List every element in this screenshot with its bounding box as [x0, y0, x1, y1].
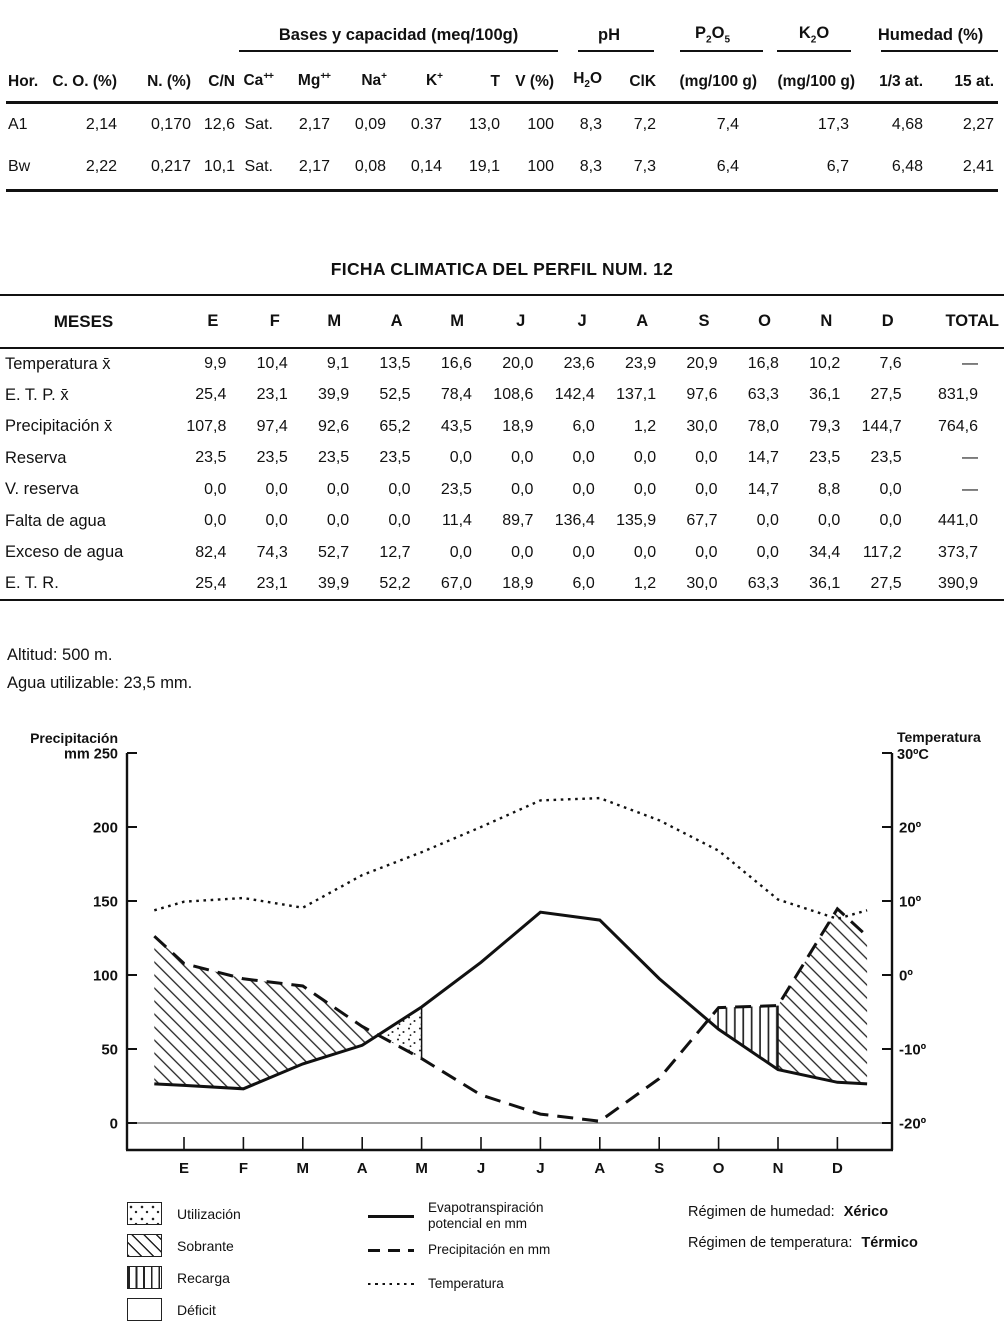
group-header-row — [6, 6, 998, 52]
table-cell: 0,0 — [572, 480, 595, 498]
climate-table — [0, 294, 1004, 601]
regime-line — [688, 1235, 918, 1251]
legend-area-entry — [127, 1234, 241, 1257]
table-cell: 79,3 — [809, 417, 841, 435]
table-cell: 0,0 — [756, 543, 779, 561]
legend-regimes — [688, 1204, 918, 1266]
group-ph-label: pH — [598, 26, 621, 44]
table-cell: 74,3 — [256, 543, 288, 561]
chart-legend — [0, 1196, 1004, 1341]
legend-swatch — [127, 1266, 162, 1289]
table-cell: 20,9 — [686, 355, 718, 373]
table-cell: 7,6 — [879, 355, 902, 373]
climate-table-body — [0, 348, 1004, 600]
table-cell: 0,0 — [449, 449, 472, 467]
legend-line-label — [428, 1242, 550, 1259]
table-cell: 2,27 — [962, 115, 995, 133]
climate-chart — [0, 718, 1004, 1188]
table-cell: 0,08 — [354, 158, 386, 176]
temperature-line — [154, 798, 867, 919]
legend-area-label: Recarga — [177, 1269, 230, 1286]
table-cell: 23,5 — [809, 449, 841, 467]
table-cell: 13,0 — [468, 115, 500, 133]
table-cell: 16,8 — [747, 355, 779, 373]
table-cell: 36,1 — [809, 574, 841, 592]
col-cn: C/N — [195, 52, 239, 102]
climate-table-row — [0, 443, 1004, 475]
table-cell: 108,6 — [493, 386, 534, 404]
col-ca: Ca++ — [239, 52, 277, 102]
table-cell: 8,8 — [818, 480, 841, 498]
table-cell: 12,6 — [203, 115, 235, 133]
table-cell: 7,4 — [716, 115, 740, 133]
table-cell: 0,0 — [633, 543, 657, 561]
table-cell: 39,9 — [318, 574, 350, 592]
climate-table-row — [0, 380, 1004, 412]
table-cell: 0,0 — [204, 512, 227, 530]
climate-table-row — [0, 474, 1004, 506]
climate-table-row — [0, 411, 1004, 443]
legend-swatch — [127, 1298, 162, 1321]
month-label: O — [712, 1160, 725, 1177]
table-cell: 0,0 — [879, 512, 902, 530]
table-cell: 23,5 — [256, 449, 288, 467]
legend-line-entry — [368, 1199, 550, 1233]
col-na: Na+ — [334, 52, 390, 102]
table-cell: 13,5 — [379, 355, 411, 373]
col-month: A — [597, 295, 658, 348]
table-cell: 19,1 — [468, 158, 500, 176]
group-p2o5-label: $P_2O_5$ — [695, 23, 731, 45]
left-tick-label: 100 — [92, 967, 118, 985]
table-cell: 0,0 — [633, 449, 657, 467]
table-cell: 117,2 — [862, 543, 902, 561]
table-cell: 27,5 — [870, 386, 902, 404]
col-k: K+ — [390, 52, 446, 102]
table-cell: 25,4 — [195, 574, 227, 592]
table-cell: 6,48 — [891, 158, 924, 176]
table-cell: 0.37 — [410, 115, 442, 133]
table-cell: 0,0 — [326, 480, 350, 498]
col-v: V (%) — [504, 52, 558, 102]
table-cell: 27,5 — [870, 574, 902, 592]
climate-table-title: FICHA CLIMATICA DEL PERFIL NUM. 12 — [330, 259, 674, 279]
table-cell: 6,7 — [826, 158, 850, 176]
cell-total: — — [962, 480, 978, 498]
col-n: N. (%) — [121, 52, 195, 102]
table-cell: 11,4 — [442, 512, 472, 530]
table-cell: 8,3 — [579, 115, 603, 133]
area-recarga — [708, 1006, 778, 1070]
table-cell: 10,4 — [256, 355, 288, 373]
table-cell: 10,1 — [203, 158, 235, 176]
table-cell: 0,0 — [449, 543, 472, 561]
col-month: N — [781, 295, 842, 348]
soil-table-body — [6, 102, 998, 190]
climate-header-row — [0, 295, 1004, 348]
table-cell: 2,14 — [85, 115, 117, 133]
table-cell: 20,0 — [502, 355, 534, 373]
legend-line-label-1: Precipitación en mm — [428, 1241, 551, 1257]
area-utilizacion — [378, 1007, 422, 1059]
climate-table-row — [0, 506, 1004, 538]
table-cell: 0,0 — [511, 449, 534, 467]
legend-line-label-2: potencial en mm — [428, 1216, 528, 1231]
table-cell: 39,9 — [318, 386, 350, 404]
table-cell: 0,09 — [354, 115, 386, 133]
table-cell: 136,4 — [554, 512, 595, 530]
regime-label: Régimen de humedad: — [688, 1204, 835, 1220]
table-cell: 0,0 — [388, 480, 411, 498]
month-label: S — [654, 1160, 665, 1177]
legend-line-label-1: Evapotranspiración — [428, 1199, 544, 1215]
table-cell: Sat. — [244, 115, 273, 133]
table-cell: 1,2 — [633, 574, 657, 592]
col-co: C. O. (%) — [46, 52, 121, 102]
legend-line-entry — [368, 1233, 550, 1267]
left-tick-label: 0 — [109, 1115, 118, 1133]
month-label: A — [594, 1160, 606, 1177]
table-cell: 7,2 — [633, 115, 657, 133]
col-month: D — [842, 295, 903, 348]
table-cell: 0,14 — [410, 158, 442, 176]
table-cell: 0,217 — [150, 158, 191, 176]
note-usable-water: Agua utilizable: 23,5 mm. — [7, 674, 193, 692]
left-tick-label: 200 — [92, 819, 118, 837]
month-label: M — [296, 1160, 310, 1177]
table-cell: 78,0 — [747, 417, 779, 435]
regime-value: Térmico — [861, 1235, 918, 1251]
col-15at: 15 at. — [927, 52, 998, 102]
right-tick-label: -20º — [899, 1115, 927, 1133]
month-label: A — [356, 1160, 368, 1177]
month-label: M — [415, 1160, 428, 1177]
legend-area-entry — [127, 1298, 241, 1321]
legend-areas — [127, 1202, 241, 1330]
soil-analysis-table — [6, 6, 998, 192]
legend-line-label — [428, 1200, 544, 1233]
col-h2o: $H_2O$ — [558, 52, 606, 102]
table-cell: 52,7 — [318, 543, 350, 561]
table-cell: 0,0 — [818, 512, 841, 530]
group-bases-label: Bases y capacidad (meq/100g) — [278, 26, 519, 44]
table-cell: 89,7 — [502, 512, 534, 530]
table-cell: 16,6 — [440, 355, 472, 373]
month-label: N — [772, 1160, 784, 1177]
table-cell: 0,0 — [695, 480, 718, 498]
table-cell: 23,5 — [379, 449, 411, 467]
group-humedad-label: Humedad (%) — [877, 26, 984, 44]
table-cell: 4,68 — [891, 115, 924, 133]
legend-line-label-1: Temperatura — [428, 1275, 504, 1291]
table-cell: 0,0 — [265, 512, 288, 530]
table-cell: 6,0 — [572, 417, 595, 435]
month-label: D — [831, 1160, 843, 1177]
right-tick-label: 10º — [899, 893, 922, 911]
table-cell: 18,9 — [502, 417, 534, 435]
table-cell: 14,7 — [747, 480, 779, 498]
right-tick-label: -10º — [899, 1041, 927, 1059]
table-cell: 100 — [527, 115, 555, 133]
cell-total: 390,9 — [937, 574, 978, 592]
row-label: V. reserva — [5, 480, 79, 499]
col-month: J — [535, 295, 596, 348]
table-cell: 67,0 — [440, 574, 472, 592]
table-cell: 17,3 — [817, 115, 850, 133]
col-month: S — [658, 295, 719, 348]
table-cell: 65,2 — [379, 417, 411, 435]
legend-swatch — [127, 1202, 162, 1225]
soil-table-row — [6, 102, 998, 146]
table-cell: 7,3 — [633, 158, 657, 176]
group-spacer — [6, 6, 239, 52]
table-cell: 9,9 — [204, 355, 227, 373]
table-cell: 97,6 — [686, 386, 718, 404]
col-mg: Mg++ — [277, 52, 334, 102]
table-cell: 8,3 — [579, 158, 603, 176]
month-label: E — [178, 1160, 190, 1177]
col-13at: 1/3 at. — [863, 52, 927, 102]
group-k2o — [765, 6, 863, 52]
table-cell: 1,2 — [633, 417, 657, 435]
area-sobrante-invierno — [154, 936, 378, 1089]
legend-line-sample — [368, 1249, 414, 1252]
group-p2o5 — [660, 6, 765, 52]
legend-area-label: Sobrante — [177, 1237, 234, 1254]
table-cell: 63,3 — [747, 574, 779, 592]
table-cell: 107,8 — [186, 417, 227, 435]
left-tick-label: 50 — [101, 1041, 118, 1059]
table-cell: 52,5 — [379, 386, 411, 404]
table-cell: 2,17 — [298, 115, 330, 133]
table-cell: 10,2 — [809, 355, 841, 373]
row-label: E. T. P. x̄ — [5, 385, 69, 404]
legend-line-sample — [368, 1215, 414, 1218]
table-cell: 23,5 — [440, 480, 472, 498]
table-cell: Sat. — [244, 158, 273, 176]
legend-line-entry — [368, 1267, 550, 1301]
table-cell: 14,7 — [747, 449, 779, 467]
month-label: J — [476, 1160, 486, 1177]
legend-lines — [368, 1199, 550, 1301]
table-cell: 0,0 — [756, 512, 779, 530]
right-axis-unit: 30ºC — [897, 747, 929, 763]
cell-total: 441,0 — [937, 512, 978, 530]
row-label: Exceso de agua — [5, 543, 124, 562]
climate-table-row — [0, 569, 1004, 601]
legend-line-sample — [368, 1283, 414, 1286]
table-cell: 9,1 — [326, 355, 350, 373]
table-cell: 23,5 — [318, 449, 350, 467]
right-tick-label: 20º — [899, 819, 922, 837]
left-axis-unit: mm 250 — [63, 746, 118, 763]
col-month: F — [228, 295, 289, 348]
table-cell: 0,0 — [326, 512, 350, 530]
table-cell: 34,4 — [809, 543, 841, 561]
regime-line — [688, 1204, 918, 1220]
col-p2o5-units: (mg/100 g) — [660, 52, 765, 102]
row-label: Falta de agua — [5, 511, 106, 530]
cell-total: — — [962, 449, 978, 467]
note-altitude: Altitud: 500 m. — [7, 646, 113, 664]
group-ph — [558, 6, 660, 52]
group-humedad — [863, 6, 998, 52]
month-label: F — [238, 1160, 248, 1177]
col-month: A — [351, 295, 412, 348]
legend-area-label: Déficit — [177, 1301, 216, 1318]
left-tick-label: 150 — [92, 893, 118, 911]
col-month: M — [290, 295, 351, 348]
col-k2o-units: (mg/100 g) — [765, 52, 863, 102]
right-axis-title: Temperatura — [897, 729, 981, 745]
climate-table-row — [0, 348, 1004, 380]
table-cell: 0,0 — [204, 480, 227, 498]
table-cell: 2,22 — [85, 158, 117, 176]
table-cell: 30,0 — [686, 417, 718, 435]
group-bases — [239, 6, 558, 52]
cell-horizon: Bw — [8, 158, 31, 176]
col-total: TOTAL — [904, 295, 1004, 348]
table-cell: 63,3 — [747, 386, 779, 404]
table-cell: 135,9 — [616, 512, 657, 530]
table-cell: 12,7 — [379, 543, 411, 561]
table-cell: 0,0 — [572, 449, 595, 467]
table-cell: 78,4 — [440, 386, 472, 404]
table-cell: 18,9 — [502, 574, 534, 592]
cell-total: 764,6 — [937, 417, 978, 435]
table-cell: 2,17 — [298, 158, 330, 176]
table-cell: 30,0 — [686, 574, 718, 592]
col-month: E — [167, 295, 228, 348]
table-cell: 25,4 — [195, 386, 227, 404]
table-cell: 2,41 — [962, 158, 995, 176]
table-cell: 100 — [527, 158, 555, 176]
table-cell: 0,0 — [511, 543, 534, 561]
month-label: J — [536, 1160, 545, 1177]
table-cell: 23,1 — [256, 386, 288, 404]
table-cell: 52,2 — [379, 574, 411, 592]
col-month: M — [413, 295, 474, 348]
table-cell: 97,4 — [256, 417, 288, 435]
notes — [7, 641, 192, 697]
right-tick-label: 0º — [899, 967, 913, 985]
table-cell: 0,170 — [150, 115, 191, 133]
group-k2o-label: $K_2O$ — [798, 23, 830, 45]
col-meses: MESES — [0, 295, 167, 348]
soil-table-row — [6, 146, 998, 190]
table-cell: 23,9 — [624, 355, 657, 373]
table-cell: 6,4 — [716, 158, 740, 176]
table-cell: 6,0 — [572, 574, 595, 592]
row-label: Reserva — [5, 448, 67, 467]
legend-area-entry — [127, 1266, 241, 1289]
cell-total: 373,7 — [937, 543, 978, 561]
table-cell: 0,0 — [879, 480, 902, 498]
column-header-row — [6, 52, 998, 102]
regime-label: Régimen de temperatura: — [688, 1235, 853, 1251]
legend-area-entry — [127, 1202, 241, 1225]
table-cell: 23,5 — [870, 449, 902, 467]
left-axis-title: Precipitación — [30, 730, 118, 746]
col-month: O — [720, 295, 781, 348]
row-label: Precipitación x̄ — [5, 417, 113, 436]
regime-value: Xérico — [843, 1204, 889, 1220]
table-cell: 0,0 — [633, 480, 657, 498]
climate-table-row — [0, 537, 1004, 569]
table-cell: 0,0 — [695, 543, 718, 561]
row-label: E. T. R. — [5, 574, 59, 593]
table-cell: 142,4 — [554, 386, 595, 404]
col-hor: Hor. — [6, 52, 46, 102]
table-cell: 92,6 — [318, 417, 350, 435]
row-label: Temperatura x̄ — [5, 354, 111, 373]
legend-swatch — [127, 1234, 162, 1257]
table-cell: 144,7 — [861, 417, 902, 435]
table-cell: 137,1 — [616, 386, 657, 404]
col-clk: ClK — [606, 52, 660, 102]
legend-line-label — [428, 1276, 504, 1293]
table-cell: 0,0 — [265, 480, 288, 498]
table-cell: 82,4 — [195, 543, 227, 561]
table-cell: 36,1 — [809, 386, 841, 404]
col-month: J — [474, 295, 535, 348]
cell-total: — — [962, 355, 978, 373]
table-cell: 43,5 — [440, 417, 472, 435]
table-cell: 0,0 — [388, 512, 411, 530]
table-cell: 23,5 — [195, 449, 227, 467]
cell-horizon: A1 — [8, 115, 28, 133]
table-cell: 23,6 — [563, 355, 595, 373]
col-t: T — [446, 52, 504, 102]
legend-area-label: Utilización — [177, 1205, 241, 1222]
table-cell: 23,1 — [256, 574, 288, 592]
table-cell: 67,7 — [686, 512, 718, 530]
table-cell: 0,0 — [572, 543, 595, 561]
table-cell: 0,0 — [511, 480, 534, 498]
cell-total: 831,9 — [937, 386, 978, 404]
table-cell: 0,0 — [695, 449, 718, 467]
